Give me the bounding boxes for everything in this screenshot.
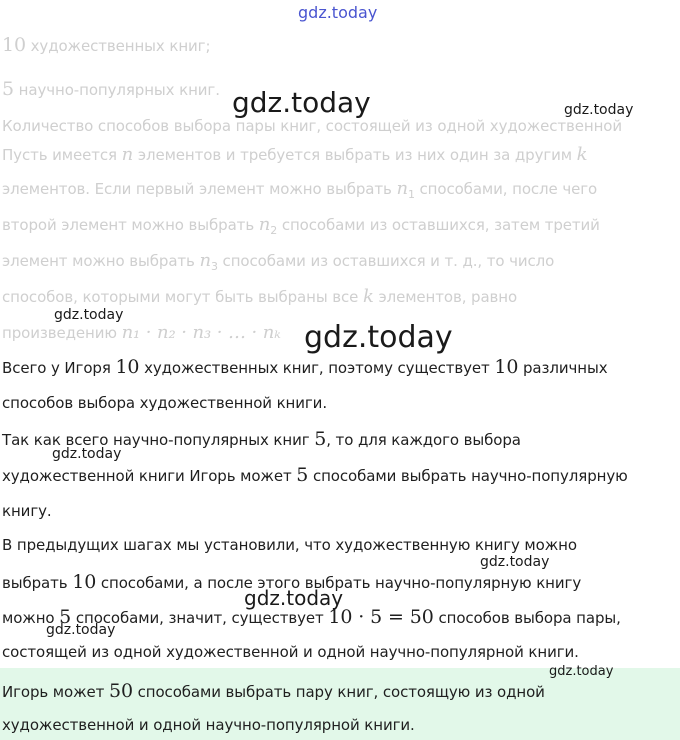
text: Игорь может bbox=[2, 683, 105, 701]
text: способами выбрать научно-популярную bbox=[312, 467, 628, 485]
p2-line-2 bbox=[2, 464, 628, 486]
text: Так как всего научно-популярных книг bbox=[2, 431, 310, 449]
faded-var: n bbox=[258, 214, 271, 235]
p3-line-1: В предыдущих шагах мы установили, что художественную книгу можно bbox=[2, 536, 577, 554]
faded-number-5: 5 bbox=[2, 78, 14, 100]
faded-var: k bbox=[576, 144, 588, 165]
faded-text: Пусть имеется bbox=[2, 146, 117, 164]
faded-line-1 bbox=[2, 34, 210, 56]
text: способами выбрать пару книг, состоящую из одной bbox=[137, 683, 545, 701]
number: 5 bbox=[296, 464, 309, 486]
faded-text: элементов, равно bbox=[378, 288, 518, 306]
watermark-small: gdz.today bbox=[46, 622, 116, 638]
number: 50 bbox=[108, 680, 133, 702]
faded-var: n bbox=[121, 144, 134, 165]
number: 10 bbox=[72, 571, 97, 593]
number: 5 bbox=[314, 428, 327, 450]
faded-text: элементов и требуется выбрать из них один за другим bbox=[137, 146, 572, 164]
text: можно bbox=[2, 609, 55, 627]
watermark-small: gdz.today bbox=[549, 664, 614, 679]
number: 5 bbox=[59, 606, 72, 628]
faded-text: способами из оставшихся, затем третий bbox=[281, 216, 600, 234]
number: 10 bbox=[494, 356, 519, 378]
faded-text: произведению bbox=[2, 324, 117, 342]
faded-line-5 bbox=[2, 178, 597, 201]
faded-text: второй элемент можно выбрать bbox=[2, 216, 255, 234]
formula: 10 · 5 = 50 bbox=[328, 606, 434, 628]
text: , то для каждого выбора bbox=[326, 431, 521, 449]
faded-line-4 bbox=[2, 144, 587, 165]
faded-text: способами из оставшихся и т. д., то число bbox=[222, 252, 555, 270]
faded-var: n bbox=[199, 250, 211, 271]
answer-line-2: художественной и одной научно-популярной книги. bbox=[2, 716, 415, 734]
faded-text: способов, которыми могут быть выбраны все bbox=[2, 288, 359, 306]
text: способами, значит, существует bbox=[75, 609, 324, 627]
faded-line-6 bbox=[2, 214, 600, 237]
faded-sub: 1 bbox=[407, 188, 415, 201]
faded-sub: 3 bbox=[210, 260, 218, 273]
p2-line-3: книгу. bbox=[2, 502, 52, 520]
watermark-small: gdz.today bbox=[54, 307, 124, 323]
faded-var: n bbox=[396, 178, 408, 199]
p1-line-1 bbox=[2, 356, 608, 378]
number: 10 bbox=[115, 356, 140, 378]
watermark-small: gdz.today bbox=[480, 554, 550, 570]
faded-text: элементов. Если первый элемент можно выбрать bbox=[2, 180, 392, 198]
faded-line-3: Количество способов выбора пары книг, состоящей из одной художественной bbox=[2, 117, 623, 135]
faded-line-9 bbox=[2, 322, 281, 343]
faded-var: k bbox=[362, 286, 374, 307]
watermark-small: gdz.today bbox=[564, 102, 634, 118]
text: способами, а после этого выбрать научно-популярную книгу bbox=[100, 574, 582, 592]
text: выбрать bbox=[2, 574, 68, 592]
text: способов выбора пары, bbox=[438, 609, 621, 627]
text: художественных книг, поэтому существует bbox=[144, 359, 490, 377]
faded-text: художественных книг; bbox=[30, 37, 211, 55]
faded-line-8 bbox=[2, 286, 517, 307]
answer-line-1 bbox=[2, 680, 545, 702]
header-watermark: gdz.today bbox=[298, 3, 378, 22]
text: различных bbox=[523, 359, 608, 377]
watermark-medium: gdz.today bbox=[244, 586, 344, 610]
faded-text: способами, после чего bbox=[419, 180, 598, 198]
text: художественной книги Игорь может bbox=[2, 467, 292, 485]
faded-sub: 2 bbox=[270, 224, 278, 237]
faded-formula: n₁ · n₂ · n₃ · … · nₖ bbox=[121, 322, 281, 343]
watermark-large: gdz.today bbox=[304, 320, 453, 355]
faded-line-7 bbox=[2, 250, 554, 273]
faded-number-10: 10 bbox=[2, 34, 26, 56]
faded-line-2 bbox=[2, 78, 220, 100]
faded-text: научно-популярных книг. bbox=[18, 81, 220, 99]
p1-line-2: способов выбора художественной книги. bbox=[2, 394, 328, 412]
p3-line-4: состоящей из одной художественной и одной научно-популярной книги. bbox=[2, 643, 579, 661]
faded-text: элемент можно выбрать bbox=[2, 252, 195, 270]
watermark-small: gdz.today bbox=[52, 446, 122, 462]
watermark-large: gdz.today bbox=[232, 86, 371, 119]
text: Всего у Игоря bbox=[2, 359, 111, 377]
